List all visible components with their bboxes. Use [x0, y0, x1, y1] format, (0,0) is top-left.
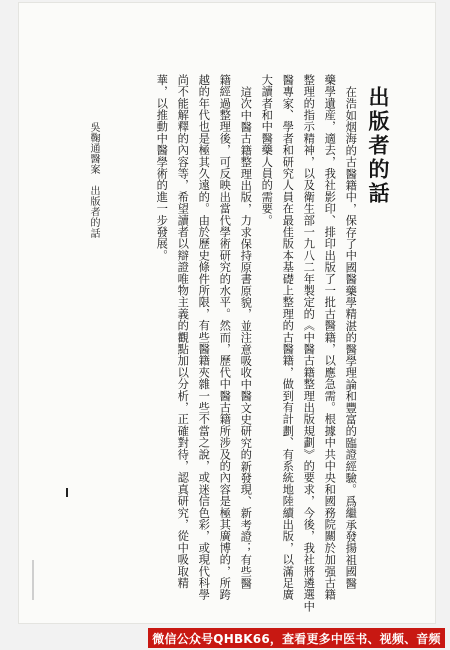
- body-column-6: 這次中醫古籍整理出版，力求保持原書原貌，並注意吸收中醫文史研究的新發現、新考證；有些醫: [239, 86, 253, 590]
- body-column-8: 越的年代也是極其久遠的。由於歷史條件所限，有些醫籍夾雜一些不當之說，或迷信色彩，或現代科學: [197, 74, 211, 601]
- body-column-10: 華，以推動中醫學術的進一步發展。: [155, 74, 169, 262]
- wechat-banner: 微信公众号QHBK66，查看更多中医书、视频、音频: [148, 628, 445, 648]
- body-column-5: 大讀者和中醫藥人員的需要。: [260, 74, 274, 227]
- body-column-1: 在浩如烟海的古醫籍中，保存了中國醫藥學精湛的醫學理論和豐富的臨證經驗。爲繼承發揚祖國醫: [344, 86, 358, 590]
- page-number: [66, 488, 68, 497]
- body-column-9: 尚不能解釋的內容等，希望讀者以辯證唯物主義的觀點加以分析，正確對待，認真研究，從中吸取精: [176, 74, 190, 589]
- running-footer: 吳鞠通醫案 出版者的話: [88, 122, 99, 239]
- page-edge-mark: [32, 560, 34, 600]
- page-title: 出版者的話: [366, 86, 391, 206]
- body-column-3: 整理的指示精神，以及衛生部一九八二年製定的《中醫古籍整理出版規劃》的要求，今後，我社將遴選中: [302, 74, 316, 613]
- body-column-2: 藥學遺産，適去，我社影印、排印出版了一批古醫籍，以應急需。根據中共中央和國務院關於加强古籍: [323, 74, 337, 601]
- body-column-4: 醫專家、學者和研究人員在最佳版本基礎上整理的古醫籍，做到有計劃、有系統地陸續出版，以滿足廣: [281, 74, 295, 601]
- body-column-7: 籍經過整理後，可反映出當代學術研究的水平。然而，歷代中醫古籍所涉及的內容是極其廣博的，所跨: [218, 74, 232, 601]
